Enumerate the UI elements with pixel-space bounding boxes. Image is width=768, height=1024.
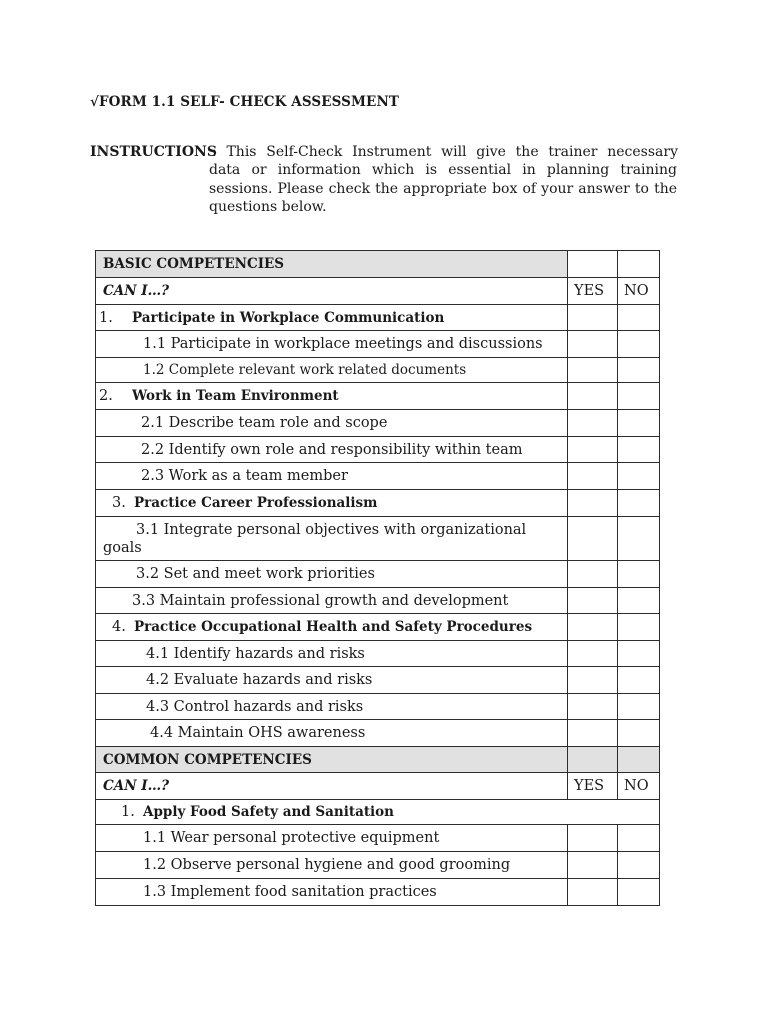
self-check-table (95, 250, 660, 906)
common-competencies-header: COMMON COMPETENCIES (96, 747, 568, 773)
competency-number: 4. (112, 619, 126, 635)
can-i-label: CAN I…? (96, 278, 568, 305)
competency-item: 1.2 Observe personal hygiene and good grooming (96, 852, 568, 879)
yes-checkbox[interactable] (568, 305, 618, 331)
instructions-first-line: : This Self-Check Instrument will give the trainer necessary (212, 144, 678, 160)
competency-number: 2. (99, 388, 113, 404)
common-competencies-header-row (96, 747, 660, 773)
competency-number: 1. (121, 804, 135, 820)
yes-checkbox[interactable] (568, 517, 618, 561)
yes-checkbox[interactable] (568, 614, 618, 641)
competency-group-row (96, 614, 660, 641)
table-row (96, 410, 660, 437)
yes-column-header: YES (568, 278, 618, 305)
no-checkbox[interactable] (618, 383, 660, 410)
basic-competencies-header: BASIC COMPETENCIES (96, 251, 568, 278)
competency-item: 3.1 Integrate personal objectives with organizational goals (96, 517, 568, 561)
table-row (96, 852, 660, 879)
yes-checkbox[interactable] (568, 358, 618, 383)
competency-group (96, 614, 568, 641)
instructions-label: INSTRUCTIONS (90, 144, 217, 160)
table-row (96, 561, 660, 588)
competency-item: 2.3 Work as a team member (96, 463, 568, 490)
competency-group-row (96, 305, 660, 331)
table-row (96, 694, 660, 720)
no-checkbox[interactable] (618, 588, 660, 614)
competency-item: 1.1 Participate in workplace meetings and discussions (96, 331, 568, 358)
competency-item: 1.1 Wear personal protective equipment (96, 825, 568, 852)
no-checkbox[interactable] (618, 641, 660, 667)
competency-title: Work in Team Environment (132, 388, 339, 404)
no-column-header: NO (618, 278, 660, 305)
form-title: √FORM 1.1 SELF- CHECK ASSESSMENT (90, 94, 400, 110)
table-row (96, 588, 660, 614)
competency-group-row (96, 800, 660, 825)
can-i-row (96, 773, 660, 800)
no-checkbox[interactable] (618, 694, 660, 720)
competency-group (96, 490, 568, 517)
no-checkbox[interactable] (618, 437, 660, 463)
yes-checkbox[interactable] (568, 383, 618, 410)
no-checkbox[interactable] (618, 720, 660, 747)
competency-item: 4.3 Control hazards and risks (96, 694, 568, 720)
no-checkbox[interactable] (618, 490, 660, 517)
no-column-header: NO (618, 773, 660, 800)
yes-checkbox[interactable] (568, 879, 618, 906)
table-row (96, 641, 660, 667)
no-checkbox[interactable] (618, 463, 660, 490)
yes-checkbox[interactable] (568, 667, 618, 694)
competency-number: 3. (112, 495, 126, 511)
instructions-text: data or information which is essential in planning training sessions. Please check the appropriate box of your answer to the questions below. (209, 162, 677, 215)
competency-item: 3.2 Set and meet work priorities (96, 561, 568, 588)
no-checkbox[interactable] (618, 825, 660, 852)
yes-checkbox[interactable] (568, 410, 618, 437)
table-row (96, 437, 660, 463)
yes-checkbox[interactable] (568, 852, 618, 879)
yes-checkbox[interactable] (568, 437, 618, 463)
can-i-label: CAN I…? (96, 773, 568, 800)
table-row (96, 667, 660, 694)
competency-item: 2.2 Identify own role and responsibility within team (96, 437, 568, 463)
competency-group (96, 800, 660, 825)
yes-checkbox[interactable] (568, 720, 618, 747)
competency-item: 4.4 Maintain OHS awareness (96, 720, 568, 747)
no-checkbox[interactable] (618, 358, 660, 383)
competency-title: Practice Occupational Health and Safety Procedures (134, 619, 533, 635)
yes-checkbox[interactable] (568, 490, 618, 517)
no-checkbox[interactable] (618, 517, 660, 561)
yes-checkbox[interactable] (568, 463, 618, 490)
competency-title: Participate in Workplace Communication (132, 309, 445, 326)
competency-item: 1.3 Implement food sanitation practices (96, 879, 568, 906)
can-i-row (96, 278, 660, 305)
competency-title: Practice Career Professionalism (134, 495, 378, 511)
yes-checkbox[interactable] (568, 641, 618, 667)
competency-title: Apply Food Safety and Sanitation (143, 804, 395, 820)
competency-item: 3.3 Maintain professional growth and development (96, 588, 568, 614)
competency-item: 2.1 Describe team role and scope (96, 410, 568, 437)
no-checkbox[interactable] (618, 667, 660, 694)
no-checkbox[interactable] (618, 331, 660, 358)
table-row (96, 720, 660, 747)
competency-number: 1. (99, 309, 113, 326)
yes-checkbox[interactable] (568, 561, 618, 588)
yes-checkbox[interactable] (568, 825, 618, 852)
table-row (96, 463, 660, 490)
competency-group-row (96, 490, 660, 517)
competency-group (96, 383, 568, 410)
table-row (96, 331, 660, 358)
table-row (96, 879, 660, 906)
no-checkbox[interactable] (618, 305, 660, 331)
yes-column-header: YES (568, 773, 618, 800)
no-checkbox[interactable] (618, 852, 660, 879)
competency-item: 4.2 Evaluate hazards and risks (96, 667, 568, 694)
no-checkbox[interactable] (618, 561, 660, 588)
yes-checkbox[interactable] (568, 588, 618, 614)
competency-item: 1.2 Complete relevant work related documents (96, 358, 568, 383)
no-checkbox[interactable] (618, 879, 660, 906)
table-row (96, 825, 660, 852)
competency-group-row (96, 383, 660, 410)
yes-checkbox[interactable] (568, 694, 618, 720)
no-checkbox[interactable] (618, 614, 660, 641)
table-row (96, 358, 660, 383)
yes-checkbox[interactable] (568, 331, 618, 358)
competency-group (96, 305, 568, 331)
table-row (96, 517, 660, 561)
basic-competencies-header-row (96, 251, 660, 278)
no-checkbox[interactable] (618, 410, 660, 437)
competency-item: 4.1 Identify hazards and risks (96, 641, 568, 667)
